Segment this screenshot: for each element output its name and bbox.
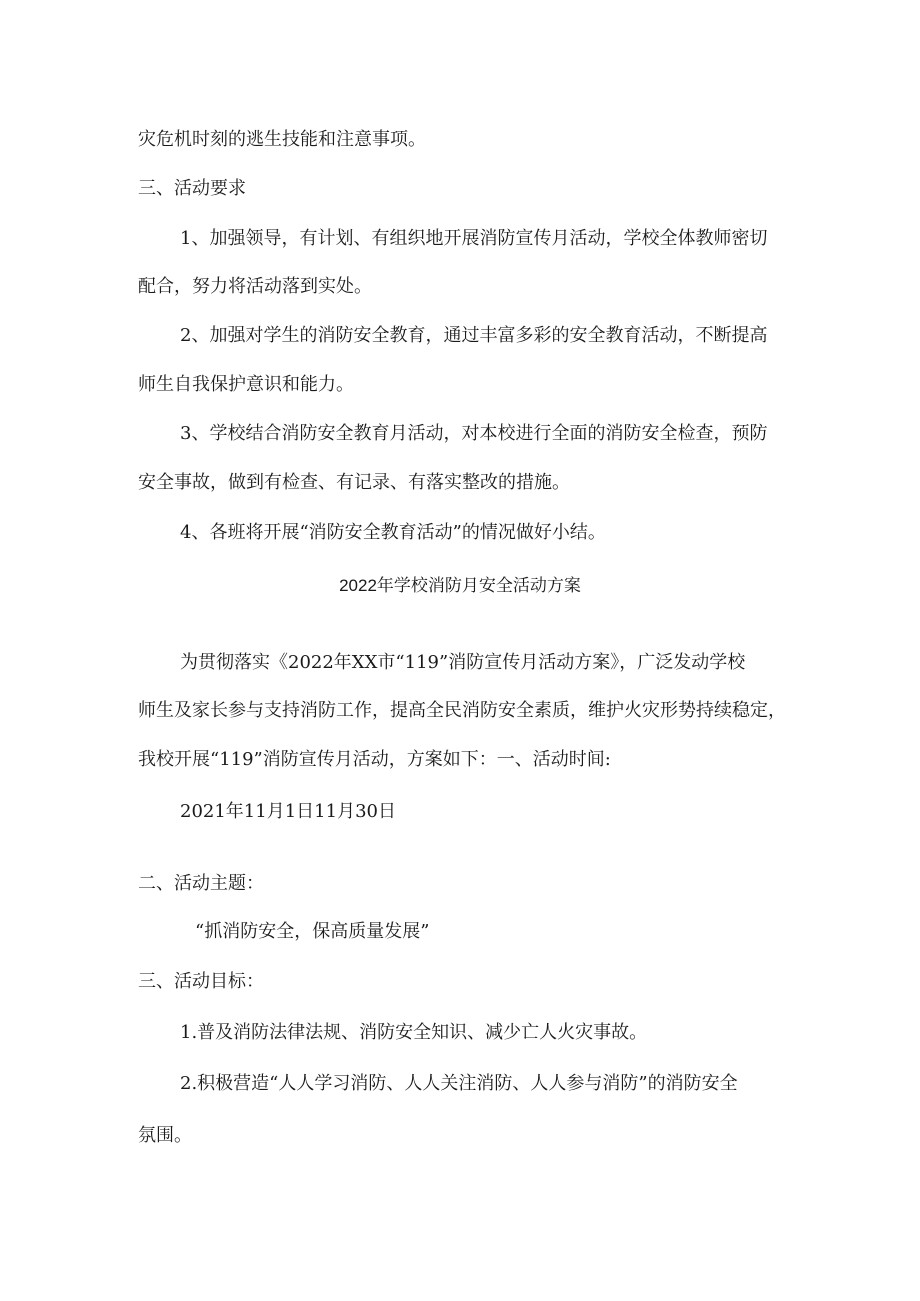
body-text-line: 配合，努力将活动落到实处。 [138,276,372,297]
body-text-line: 为贯彻落实《2022年XX市“119”消防宣传月活动方案》，广泛发动学校 [180,652,746,673]
section-heading: 三、活动要求 [138,178,246,199]
body-text-line: 师生及家长参与支持消防工作，提高全民消防安全素质，维护火灾形势持续稳定， [138,700,786,721]
body-text-line: 3、学校结合消防安全教育月活动，对本校进行全面的消防安全检查，预防 [180,423,768,444]
body-text-line: 2、加强对学生的消防安全教育，通过丰富多彩的安全教育活动，不断提高 [180,325,768,346]
body-text-line: 4、各班将开展“消防安全教育活动”的情况做好小结。 [180,522,606,543]
section-heading: 二、活动主题： [138,873,264,894]
section-heading: 三、活动目标： [138,971,264,992]
body-text-line: 氛围。 [138,1125,192,1146]
body-text-line: 我校开展“119”消防宣传月活动，方案如下：一、活动时间: [138,749,611,770]
activity-theme: “抓消防安全，保高质量发展” [195,921,430,942]
body-text-line: 2.积极营造“人人学习消防、人人关注消防、人人参与消防”的消防安全 [180,1073,738,1094]
body-text-line: 师生自我保护意识和能力。 [138,374,354,395]
document-title: 2022年学校消防月安全活动方案 [339,576,581,595]
body-text-line: 1、加强领导，有计划、有组织地开展消防宣传月活动，学校全体教师密切 [180,228,768,249]
body-text-line: 灾危机时刻的逃生技能和注意事项。 [138,129,426,150]
body-text-line: 1.普及消防法律法规、消防安全知识、减少亡人火灾事故。 [180,1022,648,1043]
activity-date: 2021年11月1日11月30日 [180,801,396,822]
body-text-line: 安全事故，做到有检查、有记录、有落实整改的措施。 [138,472,570,493]
